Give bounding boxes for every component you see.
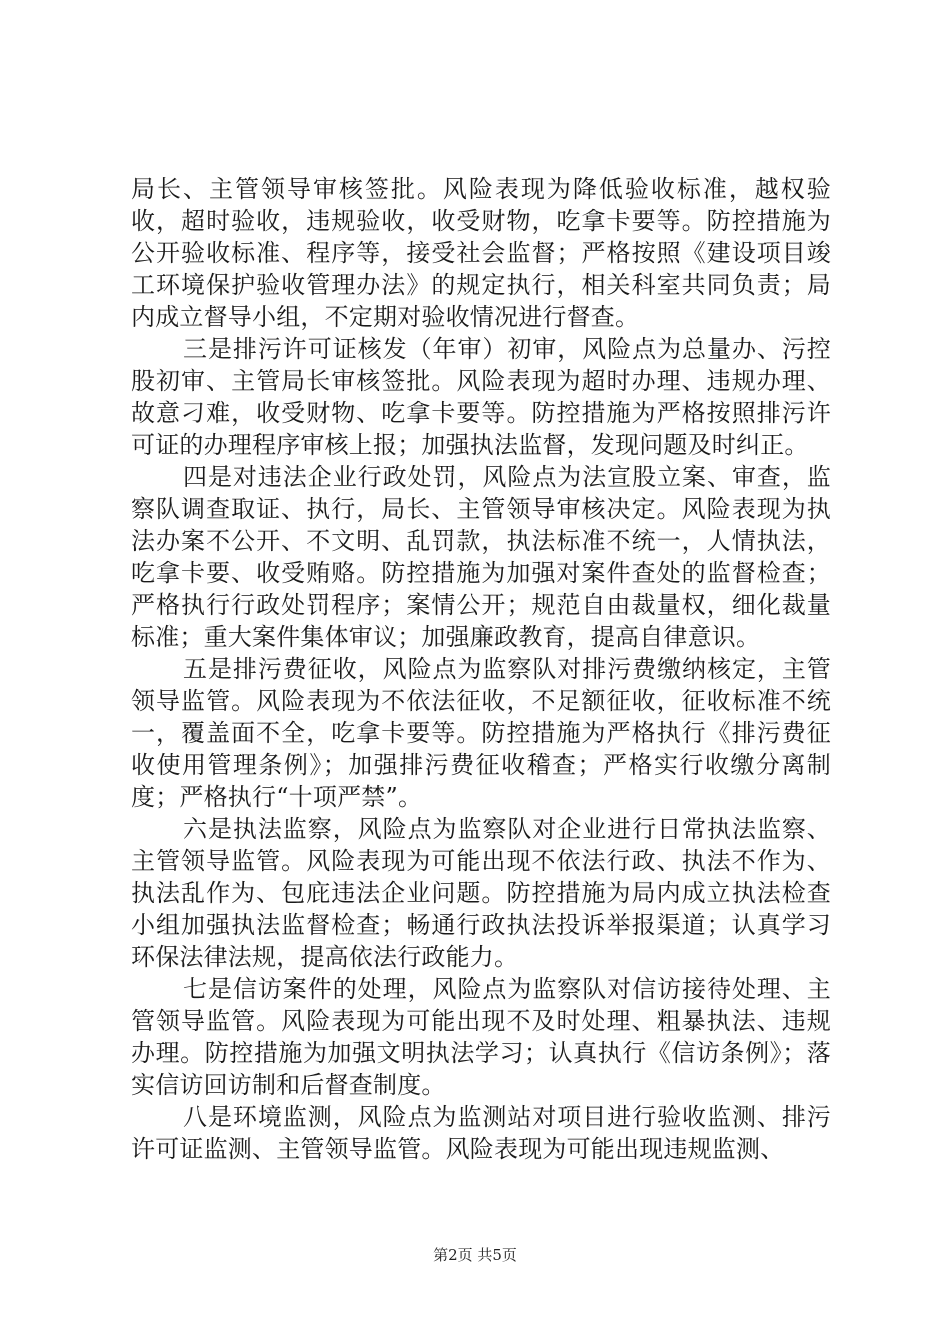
document-body: [131, 173, 831, 1165]
paragraph-5: 六是执法监察，风险点为监察队对企业进行日常执法监察、主管领导监管。风险表现为可能出现不依法行政、执法不作为、执法乱作为、包庇违法企业问题。防控措施为局内成立执法检查小组加强执法监督检查；畅通行政执法投诉举报渠道；认真学习环保法律法规，提高依法行政能力。: [131, 815, 831, 971]
page-number-footer: 第2页 共5页: [433, 1246, 517, 1264]
paragraph-4: 五是排污费征收，风险点为监察队对排污费缴纳核定，主管领导监管。风险表现为不依法征收，不足额征收，征收标准不统一，覆盖面不全，吃拿卡要等。防控措施为严格执行《排污费征收使用管理条例》；加强排污费征收稽查；严格实行收缴分离制度；严格执行“十项严禁”。: [131, 655, 831, 811]
paragraph-7: 八是环境监测，风险点为监测站对项目进行验收监测、排污许可证监测、主管领导监管。风险表现为可能出现违规监测、: [131, 1103, 831, 1163]
paragraph-3: 四是对违法企业行政处罚，风险点为法宣股立案、审查，监察队调查取证、执行，局长、主管领导审核决定。风险表现为执法办案不公开、不文明、乱罚款，执法标准不统一，人情执法，吃拿卡要、收受贿赂。防控措施为加强对案件查处的监督检查；严格执行行政处罚程序；案情公开；规范自由裁量权，细化裁量标准；重大案件集体审议；加强廉政教育，提高自律意识。: [131, 463, 831, 651]
paragraph-1: 局长、主管领导审核签批。风险表现为降低验收标准，越权验收，超时验收，违规验收，收受财物，吃拿卡要等。防控措施为公开验收标准、程序等，接受社会监督；严格按照《建设项目竣工环境保护验收管理办法》的规定执行，相关科室共同负责；局内成立督导小组，不定期对验收情况进行督查。: [131, 175, 831, 331]
paragraph-2: 三是排污许可证核发（年审）初审，风险点为总量办、污控股初审、主管局长审核签批。风险表现为超时办理、违规办理、故意刁难，收受财物、吃拿卡要等。防控措施为严格按照排污许可证的办理程序审核上报；加强执法监督，发现问题及时纠正。: [131, 335, 831, 459]
paragraph-6: 七是信访案件的处理，风险点为监察队对信访接待处理、主管领导监管。风险表现为可能出现不及时处理、粗暴执法、违规办理。防控措施为加强文明执法学习；认真执行《信访条例》；落实信访回访制和后督查制度。: [131, 975, 831, 1099]
